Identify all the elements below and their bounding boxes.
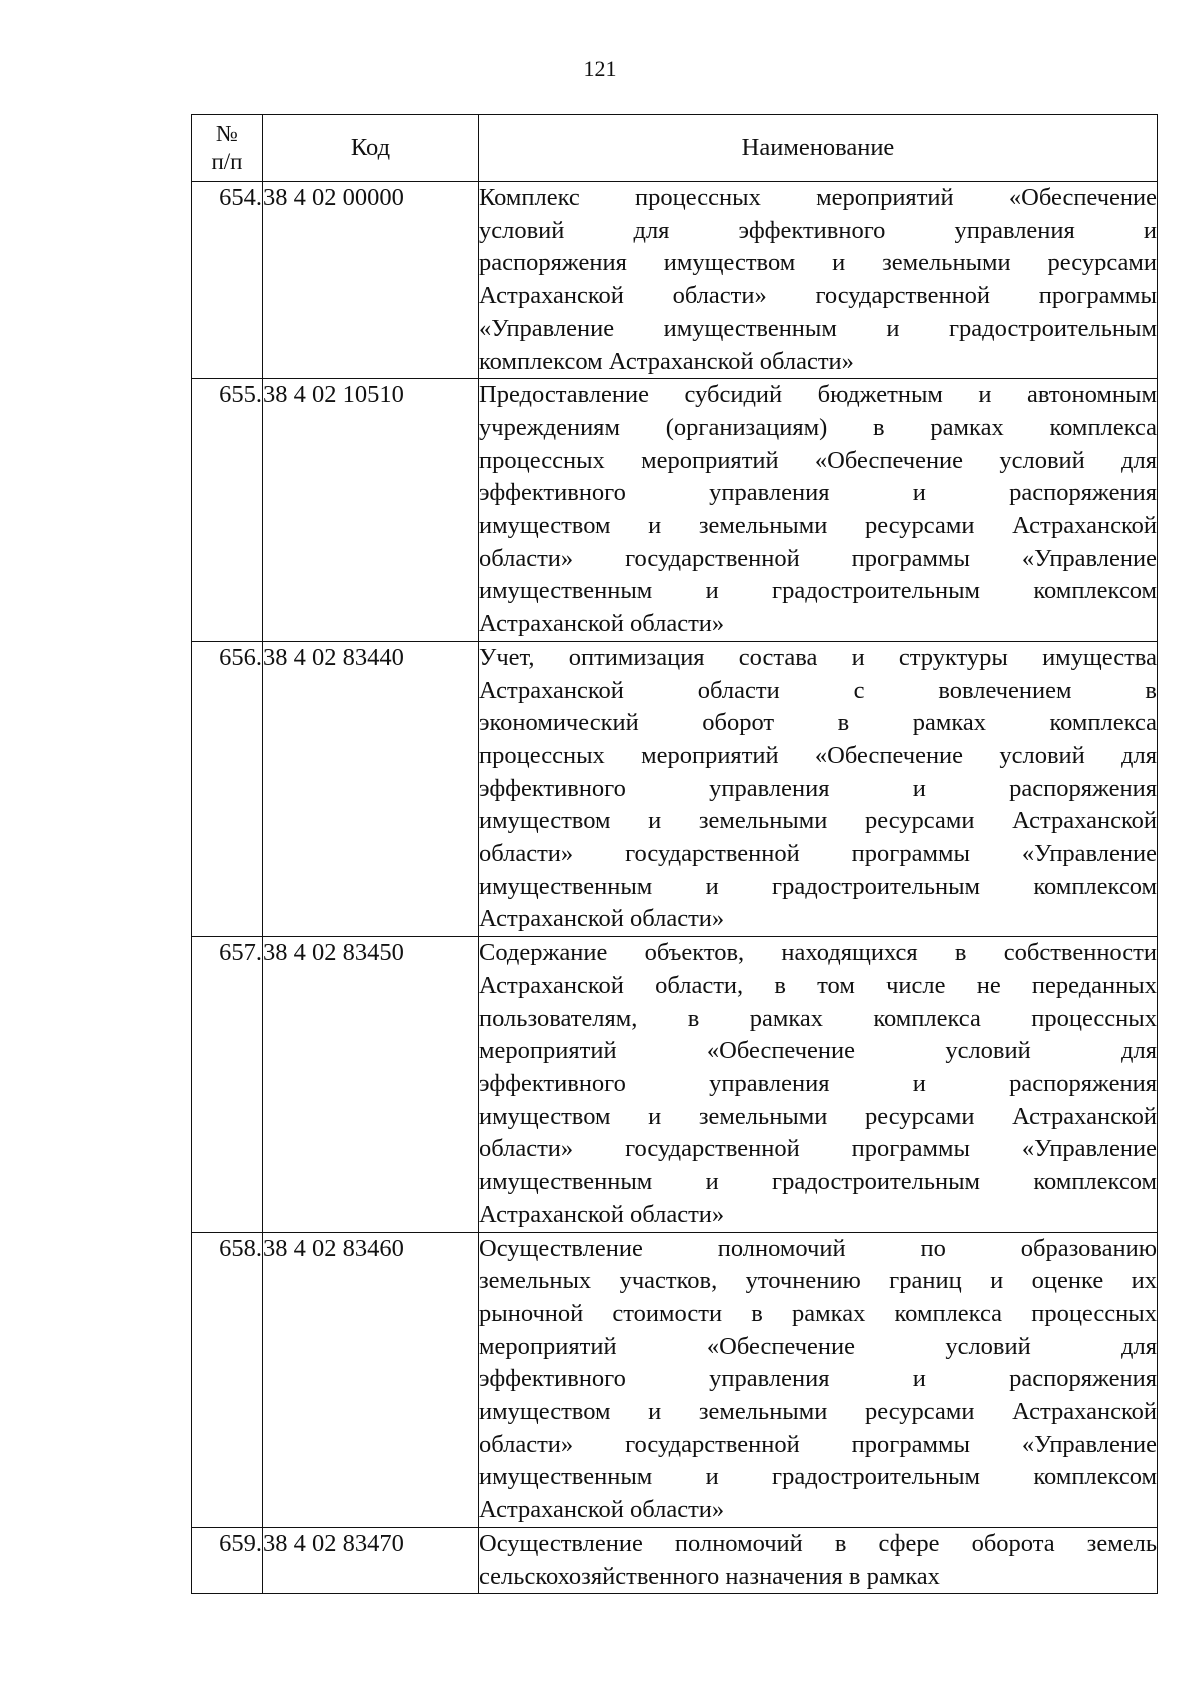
row-name-line: учреждениям (организациям) в рамках комплекса — [479, 413, 1157, 441]
row-number: 657. — [192, 937, 263, 1232]
row-name — [479, 379, 1158, 642]
row-number: 659. — [192, 1527, 263, 1593]
row-name-line: имуществом и земельными ресурсами Астраханской — [479, 807, 1157, 835]
row-name-line: имуществом и земельными ресурсами Астраханской — [479, 512, 1157, 540]
row-name-line: Осуществление полномочий в сфере оборота земель — [479, 1529, 1157, 1557]
row-number: 655. — [192, 379, 263, 642]
header-number-sign: № — [216, 121, 238, 146]
row-number: 654. — [192, 182, 263, 379]
table-row — [192, 379, 1158, 642]
row-name-line: области» государственной программы «Управление — [479, 544, 1157, 572]
row-name-line: имущественным и градостроительным комплексом — [479, 1168, 1157, 1196]
row-name-line: Осуществление полномочий по образованию — [479, 1234, 1157, 1262]
table-header-row — [192, 115, 1158, 182]
row-name-line: земельных участков, уточнению границ и оценке их — [479, 1267, 1157, 1295]
row-name-line: Астраханской области» государственной программы — [479, 282, 1157, 310]
row-name-line: рыночной стоимости в рамках комплекса процессных — [479, 1299, 1157, 1327]
row-name-line: области» государственной программы «Управление — [479, 840, 1157, 868]
row-name-line: имуществом и земельными ресурсами Астраханской — [479, 1102, 1157, 1130]
row-name-line: имущественным и градостроительным комплексом — [479, 1463, 1157, 1491]
row-code: 38 4 02 83450 — [263, 937, 479, 1232]
row-name-line: сельскохозяйственного назначения в рамках — [479, 1562, 940, 1590]
row-number: 658. — [192, 1232, 263, 1527]
budget-classification-table — [191, 114, 1158, 1594]
row-name-line: мероприятий «Обеспечение условий для — [479, 1037, 1157, 1065]
row-name-line: «Управление имущественным и градостроительным — [479, 314, 1157, 342]
row-name-line: пользователям, в рамках комплекса процессных — [479, 1004, 1157, 1032]
row-name-line: Астраханской области» — [479, 1200, 725, 1228]
row-code: 38 4 02 10510 — [263, 379, 479, 642]
row-code: 38 4 02 00000 — [263, 182, 479, 379]
row-name-line: Астраханской области, в том числе не переданных — [479, 971, 1157, 999]
row-name-line: эффективного управления и распоряжения — [479, 774, 1157, 802]
row-name — [479, 1232, 1158, 1527]
table-row — [192, 1527, 1158, 1593]
row-name-line: распоряжения имуществом и земельными ресурсами — [479, 249, 1157, 277]
header-name: Наименование — [479, 115, 1158, 182]
row-name — [479, 182, 1158, 379]
row-name-line: эффективного управления и распоряжения — [479, 479, 1157, 507]
table-body — [192, 182, 1158, 1594]
row-name-line: Астраханской области» — [479, 1496, 725, 1524]
row-name-line: Астраханской области с вовлечением в — [479, 676, 1157, 704]
row-name-line: Астраханской области» — [479, 905, 725, 933]
row-name-line: области» государственной программы «Управление — [479, 1430, 1157, 1458]
table-row — [192, 641, 1158, 936]
row-name-line: комплексом Астраханской области» — [479, 347, 854, 375]
row-name-line: условий для эффективного управления и — [479, 216, 1157, 244]
row-name — [479, 1527, 1158, 1593]
row-code: 38 4 02 83460 — [263, 1232, 479, 1527]
row-name — [479, 937, 1158, 1232]
table-row — [192, 182, 1158, 379]
row-name-line: мероприятий «Обеспечение условий для — [479, 1332, 1157, 1360]
row-name-line: процессных мероприятий «Обеспечение условий для — [479, 741, 1157, 769]
row-name-line: эффективного управления и распоряжения — [479, 1365, 1157, 1393]
row-name-line: области» государственной программы «Управление — [479, 1135, 1157, 1163]
row-name-line: Астраханской области» — [479, 610, 725, 638]
row-name-line: Предоставление субсидий бюджетным и автономным — [479, 381, 1157, 409]
row-name-line: имуществом и земельными ресурсами Астраханской — [479, 1398, 1157, 1426]
row-name-line: процессных мероприятий «Обеспечение условий для — [479, 446, 1157, 474]
row-name-line: Учет, оптимизация состава и структуры имущества — [479, 643, 1157, 671]
row-name-line: имущественным и градостроительным комплексом — [479, 872, 1157, 900]
table-row — [192, 937, 1158, 1232]
row-name-line: эффективного управления и распоряжения — [479, 1069, 1157, 1097]
row-name-line: Комплекс процессных мероприятий «Обеспечение — [479, 184, 1157, 211]
header-code: Код — [263, 115, 479, 182]
row-name — [479, 641, 1158, 936]
page-number: 121 — [583, 56, 617, 81]
row-name-line: экономический оборот в рамках комплекса — [479, 709, 1157, 737]
header-number — [192, 115, 263, 182]
row-code: 38 4 02 83440 — [263, 641, 479, 936]
table-row — [192, 1232, 1158, 1527]
row-name-line: Содержание объектов, находящихся в собственности — [479, 939, 1157, 967]
row-code: 38 4 02 83470 — [263, 1527, 479, 1593]
row-name-line: имущественным и градостроительным комплексом — [479, 577, 1157, 605]
row-number: 656. — [192, 641, 263, 936]
header-number-abbrev: п/п — [211, 149, 243, 174]
